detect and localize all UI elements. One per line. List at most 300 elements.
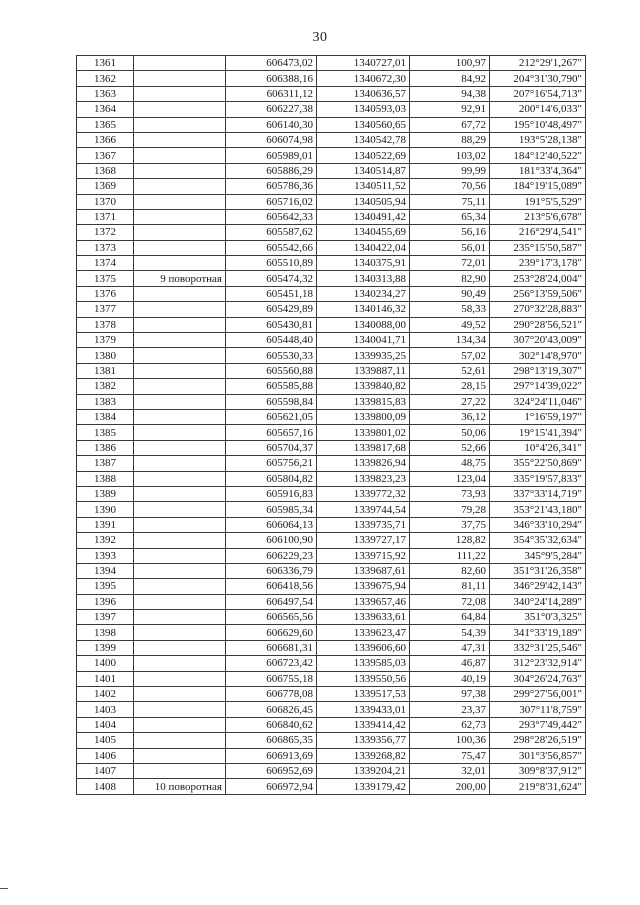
point-name-cell [134, 117, 226, 132]
point-number-cell: 1406 [77, 748, 134, 763]
point-name-cell [134, 717, 226, 732]
x-coordinate-cell: 605786,36 [226, 179, 317, 194]
point-number-cell: 1389 [77, 486, 134, 501]
table-row [77, 179, 586, 194]
bearing-cell: 290°28'56,521" [490, 317, 586, 332]
y-coordinate-cell: 1339633,61 [317, 610, 410, 625]
distance-cell: 81,11 [410, 579, 490, 594]
x-coordinate-cell: 606826,45 [226, 702, 317, 717]
coordinates-table-body [77, 56, 586, 795]
x-coordinate-cell: 606497,54 [226, 594, 317, 609]
y-coordinate-cell: 1339550,56 [317, 671, 410, 686]
point-number-cell: 1367 [77, 148, 134, 163]
table-row [77, 702, 586, 717]
bearing-cell: 309°8'37,912" [490, 763, 586, 778]
bearing-cell: 235°15'50,587" [490, 240, 586, 255]
point-name-cell [134, 102, 226, 117]
bearing-cell: 184°19'15,089" [490, 179, 586, 194]
table-row [77, 563, 586, 578]
distance-cell: 65,34 [410, 209, 490, 224]
point-name-cell [134, 594, 226, 609]
distance-cell: 82,90 [410, 271, 490, 286]
point-number-cell: 1381 [77, 363, 134, 378]
bearing-cell: 301°3'56,857" [490, 748, 586, 763]
point-name-cell [134, 748, 226, 763]
point-name-cell [134, 440, 226, 455]
point-name-cell [134, 86, 226, 101]
distance-cell: 56,16 [410, 225, 490, 240]
distance-cell: 88,29 [410, 132, 490, 147]
table-row [77, 579, 586, 594]
point-number-cell: 1374 [77, 256, 134, 271]
y-coordinate-cell: 1340313,88 [317, 271, 410, 286]
point-number-cell: 1362 [77, 71, 134, 86]
point-name-cell [134, 333, 226, 348]
table-row [77, 625, 586, 640]
table-row [77, 148, 586, 163]
x-coordinate-cell: 605804,82 [226, 471, 317, 486]
point-name-cell [134, 148, 226, 163]
y-coordinate-cell: 1340422,04 [317, 240, 410, 255]
distance-cell: 23,37 [410, 702, 490, 717]
table-row [77, 779, 586, 794]
point-name-cell [134, 240, 226, 255]
bearing-cell: 256°13'59,506" [490, 286, 586, 301]
point-name-cell [134, 394, 226, 409]
bearing-cell: 184°12'40,522" [490, 148, 586, 163]
distance-cell: 72,08 [410, 594, 490, 609]
x-coordinate-cell: 606418,56 [226, 579, 317, 594]
point-number-cell: 1366 [77, 132, 134, 147]
point-number-cell: 1370 [77, 194, 134, 209]
x-coordinate-cell: 605429,89 [226, 302, 317, 317]
x-coordinate-cell: 606140,30 [226, 117, 317, 132]
y-coordinate-cell: 1339744,54 [317, 502, 410, 517]
table-row [77, 640, 586, 655]
table-row [77, 748, 586, 763]
x-coordinate-cell: 606227,38 [226, 102, 317, 117]
point-name-cell [134, 425, 226, 440]
point-name-cell [134, 579, 226, 594]
point-number-cell: 1408 [77, 779, 134, 794]
y-coordinate-cell: 1340375,91 [317, 256, 410, 271]
x-coordinate-cell: 605585,88 [226, 379, 317, 394]
point-name-cell [134, 563, 226, 578]
distance-cell: 57,02 [410, 348, 490, 363]
table-row [77, 102, 586, 117]
y-coordinate-cell: 1339585,03 [317, 656, 410, 671]
y-coordinate-cell: 1339204,21 [317, 763, 410, 778]
x-coordinate-cell: 605530,33 [226, 348, 317, 363]
x-coordinate-cell: 605510,89 [226, 256, 317, 271]
bearing-cell: 355°22'50,869" [490, 456, 586, 471]
table-row [77, 656, 586, 671]
table-row [77, 533, 586, 548]
distance-cell: 128,82 [410, 533, 490, 548]
x-coordinate-cell: 605642,33 [226, 209, 317, 224]
bearing-cell: 304°26'24,763" [490, 671, 586, 686]
table-row [77, 240, 586, 255]
bearing-cell: 195°10'48,497" [490, 117, 586, 132]
point-number-cell: 1368 [77, 163, 134, 178]
distance-cell: 84,92 [410, 71, 490, 86]
bearing-cell: 324°24'11,046" [490, 394, 586, 409]
distance-cell: 67,72 [410, 117, 490, 132]
x-coordinate-cell: 606778,08 [226, 687, 317, 702]
bearing-cell: 298°13'19,307" [490, 363, 586, 378]
y-coordinate-cell: 1340542,78 [317, 132, 410, 147]
table-row [77, 471, 586, 486]
x-coordinate-cell: 605542,66 [226, 240, 317, 255]
distance-cell: 97,38 [410, 687, 490, 702]
bearing-cell: 337°33'14,719" [490, 486, 586, 501]
y-coordinate-cell: 1340491,42 [317, 209, 410, 224]
distance-cell: 79,28 [410, 502, 490, 517]
distance-cell: 52,66 [410, 440, 490, 455]
point-number-cell: 1384 [77, 409, 134, 424]
point-number-cell: 1400 [77, 656, 134, 671]
point-number-cell: 1388 [77, 471, 134, 486]
table-row [77, 440, 586, 455]
point-name-cell [134, 456, 226, 471]
point-number-cell: 1396 [77, 594, 134, 609]
point-name-cell [134, 225, 226, 240]
bearing-cell: 346°33'10,294" [490, 517, 586, 532]
distance-cell: 200,00 [410, 779, 490, 794]
distance-cell: 52,61 [410, 363, 490, 378]
distance-cell: 111,22 [410, 548, 490, 563]
y-coordinate-cell: 1339772,32 [317, 486, 410, 501]
point-name-cell [134, 71, 226, 86]
y-coordinate-cell: 1340636,57 [317, 86, 410, 101]
distance-cell: 75,11 [410, 194, 490, 209]
bearing-cell: 353°21'43,180" [490, 502, 586, 517]
point-number-cell: 1382 [77, 379, 134, 394]
point-number-cell: 1373 [77, 240, 134, 255]
bearing-cell: 351°0'3,325" [490, 610, 586, 625]
point-number-cell: 1376 [77, 286, 134, 301]
distance-cell: 49,52 [410, 317, 490, 332]
x-coordinate-cell: 606565,56 [226, 610, 317, 625]
point-number-cell: 1407 [77, 763, 134, 778]
bearing-cell: 307°20'43,009" [490, 333, 586, 348]
y-coordinate-cell: 1339817,68 [317, 440, 410, 455]
x-coordinate-cell: 605756,21 [226, 456, 317, 471]
point-number-cell: 1394 [77, 563, 134, 578]
y-coordinate-cell: 1339623,47 [317, 625, 410, 640]
table-row [77, 687, 586, 702]
point-name-cell [134, 348, 226, 363]
x-coordinate-cell: 606388,16 [226, 71, 317, 86]
distance-cell: 46,87 [410, 656, 490, 671]
distance-cell: 47,31 [410, 640, 490, 655]
table-row [77, 256, 586, 271]
y-coordinate-cell: 1339800,09 [317, 409, 410, 424]
distance-cell: 99,99 [410, 163, 490, 178]
bearing-cell: 270°32'28,883" [490, 302, 586, 317]
table-row [77, 271, 586, 286]
y-coordinate-cell: 1339687,61 [317, 563, 410, 578]
point-number-cell: 1378 [77, 317, 134, 332]
x-coordinate-cell: 606755,18 [226, 671, 317, 686]
point-number-cell: 1392 [77, 533, 134, 548]
table-row [77, 548, 586, 563]
table-row [77, 379, 586, 394]
y-coordinate-cell: 1340672,30 [317, 71, 410, 86]
bearing-cell: 212°29'1,267" [490, 56, 586, 71]
distance-cell: 123,04 [410, 471, 490, 486]
distance-cell: 134,34 [410, 333, 490, 348]
point-name-cell [134, 533, 226, 548]
bearing-cell: 346°29'42,143" [490, 579, 586, 594]
point-name-cell [134, 363, 226, 378]
y-coordinate-cell: 1339727,17 [317, 533, 410, 548]
point-name-cell [134, 317, 226, 332]
table-row [77, 194, 586, 209]
y-coordinate-cell: 1339414,42 [317, 717, 410, 732]
point-number-cell: 1377 [77, 302, 134, 317]
table-row [77, 363, 586, 378]
y-coordinate-cell: 1340455,69 [317, 225, 410, 240]
x-coordinate-cell: 606229,23 [226, 548, 317, 563]
table-row [77, 671, 586, 686]
point-name-cell [134, 409, 226, 424]
bearing-cell: 354°35'32,634" [490, 533, 586, 548]
point-number-cell: 1386 [77, 440, 134, 455]
table-row [77, 302, 586, 317]
x-coordinate-cell: 605621,05 [226, 409, 317, 424]
point-number-cell: 1361 [77, 56, 134, 71]
bearing-cell: 297°14'39,022" [490, 379, 586, 394]
bearing-cell: 302°14'8,970" [490, 348, 586, 363]
bearing-cell: 335°19'57,833" [490, 471, 586, 486]
point-name-cell [134, 256, 226, 271]
point-number-cell: 1402 [77, 687, 134, 702]
x-coordinate-cell: 605704,37 [226, 440, 317, 455]
point-name-cell [134, 625, 226, 640]
y-coordinate-cell: 1339606,60 [317, 640, 410, 655]
bearing-cell: 239°17'3,178" [490, 256, 586, 271]
x-coordinate-cell: 605451,18 [226, 286, 317, 301]
distance-cell: 62,73 [410, 717, 490, 732]
point-number-cell: 1371 [77, 209, 134, 224]
point-number-cell: 1391 [77, 517, 134, 532]
point-name-cell [134, 502, 226, 517]
point-number-cell: 1372 [77, 225, 134, 240]
point-name-cell [134, 56, 226, 71]
x-coordinate-cell: 606913,69 [226, 748, 317, 763]
table-row [77, 163, 586, 178]
distance-cell: 73,93 [410, 486, 490, 501]
distance-cell: 70,56 [410, 179, 490, 194]
point-name-cell [134, 194, 226, 209]
point-name-cell [134, 163, 226, 178]
x-coordinate-cell: 605985,34 [226, 502, 317, 517]
distance-cell: 54,39 [410, 625, 490, 640]
y-coordinate-cell: 1340593,03 [317, 102, 410, 117]
page-number: 30 [312, 30, 328, 45]
point-number-cell: 1401 [77, 671, 134, 686]
x-coordinate-cell: 606311,12 [226, 86, 317, 101]
y-coordinate-cell: 1340234,27 [317, 286, 410, 301]
x-coordinate-cell: 606074,98 [226, 132, 317, 147]
x-coordinate-cell: 605474,32 [226, 271, 317, 286]
point-number-cell: 1390 [77, 502, 134, 517]
table-row [77, 717, 586, 732]
point-number-cell: 1383 [77, 394, 134, 409]
point-number-cell: 1393 [77, 548, 134, 563]
bearing-cell: 181°33'4,364" [490, 163, 586, 178]
table-row [77, 502, 586, 517]
x-coordinate-cell: 606336,79 [226, 563, 317, 578]
point-name-cell [134, 517, 226, 532]
x-coordinate-cell: 605989,01 [226, 148, 317, 163]
bearing-cell: 299°27'56,001" [490, 687, 586, 702]
table-row [77, 425, 586, 440]
table-row [77, 517, 586, 532]
x-coordinate-cell: 606100,90 [226, 533, 317, 548]
distance-cell: 100,97 [410, 56, 490, 71]
distance-cell: 40,19 [410, 671, 490, 686]
x-coordinate-cell: 606473,02 [226, 56, 317, 71]
point-number-cell: 1380 [77, 348, 134, 363]
table-row [77, 117, 586, 132]
table-row [77, 486, 586, 501]
point-name-cell [134, 471, 226, 486]
y-coordinate-cell: 1340522,69 [317, 148, 410, 163]
table-row [77, 317, 586, 332]
bearing-cell: 193°5'28,138" [490, 132, 586, 147]
point-name-cell [134, 687, 226, 702]
point-number-cell: 1379 [77, 333, 134, 348]
point-number-cell: 1395 [77, 579, 134, 594]
point-number-cell: 1403 [77, 702, 134, 717]
y-coordinate-cell: 1339826,94 [317, 456, 410, 471]
table-row [77, 594, 586, 609]
distance-cell: 94,38 [410, 86, 490, 101]
y-coordinate-cell: 1340511,52 [317, 179, 410, 194]
distance-cell: 28,15 [410, 379, 490, 394]
distance-cell: 58,33 [410, 302, 490, 317]
table-row [77, 132, 586, 147]
x-coordinate-cell: 606064,13 [226, 517, 317, 532]
bearing-cell: 307°11'8,759" [490, 702, 586, 717]
bearing-cell: 253°28'24,004" [490, 271, 586, 286]
x-coordinate-cell: 606723,42 [226, 656, 317, 671]
y-coordinate-cell: 1340041,71 [317, 333, 410, 348]
table-row [77, 394, 586, 409]
bearing-cell: 298°28'26,519" [490, 733, 586, 748]
bearing-cell: 332°31'25,546" [490, 640, 586, 655]
point-number-cell: 1364 [77, 102, 134, 117]
bearing-cell: 19°15'41,394" [490, 425, 586, 440]
point-name-cell [134, 640, 226, 655]
bearing-cell: 204°31'30,790" [490, 71, 586, 86]
x-coordinate-cell: 606840,62 [226, 717, 317, 732]
point-number-cell: 1398 [77, 625, 134, 640]
distance-cell: 103,02 [410, 148, 490, 163]
distance-cell: 64,84 [410, 610, 490, 625]
distance-cell: 82,60 [410, 563, 490, 578]
table-row [77, 286, 586, 301]
point-name-cell [134, 132, 226, 147]
x-coordinate-cell: 606952,69 [226, 763, 317, 778]
x-coordinate-cell: 606865,35 [226, 733, 317, 748]
point-number-cell: 1405 [77, 733, 134, 748]
y-coordinate-cell: 1339715,92 [317, 548, 410, 563]
table-row [77, 225, 586, 240]
point-name-cell [134, 209, 226, 224]
point-number-cell: 1375 [77, 271, 134, 286]
distance-cell: 27,22 [410, 394, 490, 409]
distance-cell: 72,01 [410, 256, 490, 271]
x-coordinate-cell: 605716,02 [226, 194, 317, 209]
x-coordinate-cell: 605886,29 [226, 163, 317, 178]
x-coordinate-cell: 605430,81 [226, 317, 317, 332]
bearing-cell: 345°9'5,284" [490, 548, 586, 563]
point-number-cell: 1397 [77, 610, 134, 625]
y-coordinate-cell: 1339815,83 [317, 394, 410, 409]
y-coordinate-cell: 1340146,32 [317, 302, 410, 317]
table-row [77, 333, 586, 348]
distance-cell: 100,36 [410, 733, 490, 748]
bearing-cell: 213°5'6,678" [490, 209, 586, 224]
coordinates-table [76, 55, 586, 795]
y-coordinate-cell: 1339887,11 [317, 363, 410, 378]
bearing-cell: 10°4'26,341" [490, 440, 586, 455]
point-number-cell: 1385 [77, 425, 134, 440]
x-coordinate-cell: 605448,40 [226, 333, 317, 348]
distance-cell: 92,91 [410, 102, 490, 117]
x-coordinate-cell: 605598,84 [226, 394, 317, 409]
y-coordinate-cell: 1339517,53 [317, 687, 410, 702]
y-coordinate-cell: 1339268,82 [317, 748, 410, 763]
x-coordinate-cell: 605916,83 [226, 486, 317, 501]
y-coordinate-cell: 1339179,42 [317, 779, 410, 794]
distance-cell: 32,01 [410, 763, 490, 778]
x-coordinate-cell: 606972,94 [226, 779, 317, 794]
y-coordinate-cell: 1340505,94 [317, 194, 410, 209]
point-name-cell [134, 733, 226, 748]
table-row [77, 348, 586, 363]
bearing-cell: 1°16'59,197" [490, 409, 586, 424]
point-name-cell [134, 486, 226, 501]
x-coordinate-cell: 606681,31 [226, 640, 317, 655]
table-row [77, 409, 586, 424]
bearing-cell: 216°29'4,541" [490, 225, 586, 240]
point-name-cell [134, 286, 226, 301]
bearing-cell: 207°16'54,713" [490, 86, 586, 101]
bearing-cell: 341°33'19,189" [490, 625, 586, 640]
distance-cell: 50,06 [410, 425, 490, 440]
table-row [77, 86, 586, 101]
point-name-cell: 10 поворотная [134, 779, 226, 794]
distance-cell: 48,75 [410, 456, 490, 471]
margin-mark [0, 888, 8, 889]
point-number-cell: 1404 [77, 717, 134, 732]
y-coordinate-cell: 1340514,87 [317, 163, 410, 178]
table-row [77, 56, 586, 71]
y-coordinate-cell: 1339675,94 [317, 579, 410, 594]
bearing-cell: 293°7'49,442" [490, 717, 586, 732]
bearing-cell: 340°24'14,289" [490, 594, 586, 609]
point-number-cell: 1365 [77, 117, 134, 132]
point-number-cell: 1399 [77, 640, 134, 655]
y-coordinate-cell: 1339823,23 [317, 471, 410, 486]
point-name-cell [134, 656, 226, 671]
distance-cell: 90,49 [410, 286, 490, 301]
point-name-cell [134, 702, 226, 717]
